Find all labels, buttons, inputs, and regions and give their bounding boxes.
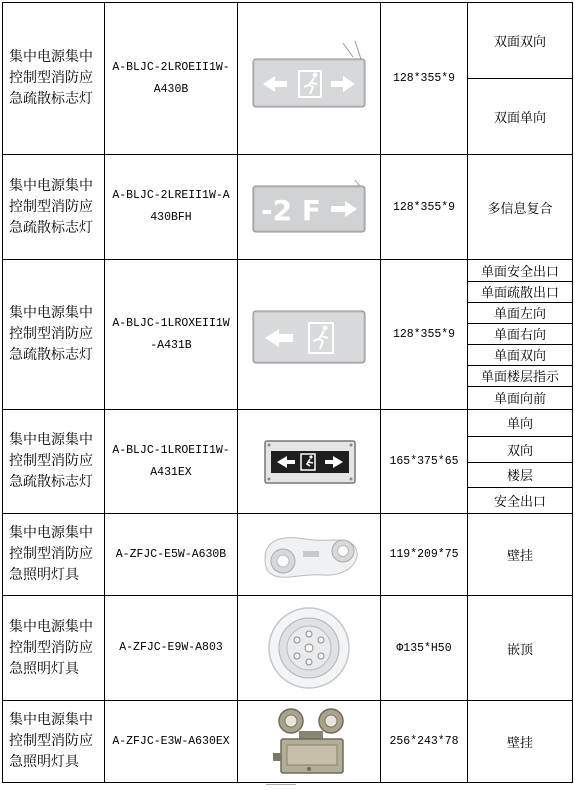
type-item: 单向 bbox=[468, 410, 572, 436]
product-model: A-BLJC-1LROXEII1W-A431B bbox=[105, 260, 238, 410]
product-size: 119*209*75 bbox=[381, 514, 468, 596]
type-item: 单面向前 bbox=[493, 391, 546, 407]
product-type: 嵌顶 bbox=[468, 596, 573, 701]
explosion-proof-sign-image bbox=[243, 427, 375, 497]
product-spec-sheet bbox=[2, 2, 573, 783]
product-name: 集中电源集中控制型消防应急疏散标志灯 bbox=[3, 155, 105, 260]
single-face-sign-image bbox=[243, 295, 375, 375]
product-size: 128*355*9 bbox=[381, 3, 468, 155]
product-image-cell bbox=[238, 155, 381, 260]
type-item: 单面双向 bbox=[468, 344, 572, 365]
product-image-cell bbox=[238, 410, 381, 514]
table-row bbox=[3, 701, 573, 783]
product-model: A-BLJC-2LREII1W-A430BFH bbox=[105, 155, 238, 260]
product-type-cell bbox=[468, 410, 573, 514]
type-item: 双面双向 bbox=[468, 3, 572, 78]
product-type-cell bbox=[468, 3, 573, 155]
product-size: 165*375*65 bbox=[381, 410, 468, 514]
floor-sign-text: -2 F bbox=[261, 194, 321, 227]
product-image-cell bbox=[238, 260, 381, 410]
explosion-proof-light-image bbox=[243, 703, 375, 781]
product-name: 集中电源集中控制型消防应急疏散标志灯 bbox=[3, 410, 105, 514]
type-item: 双面单向 bbox=[493, 110, 546, 126]
product-image-cell bbox=[238, 514, 381, 596]
type-item: 单面右向 bbox=[468, 323, 572, 344]
type-item: 单面左向 bbox=[468, 302, 572, 323]
floor-sign-image bbox=[243, 172, 375, 242]
type-item: 楼层 bbox=[468, 462, 572, 487]
product-model: A-BLJC-2LROEII1W-A430B bbox=[105, 3, 238, 155]
table-row bbox=[3, 260, 573, 410]
type-list bbox=[468, 3, 572, 154]
product-type-cell bbox=[468, 260, 573, 410]
table-row bbox=[3, 514, 573, 596]
product-size: Φ135*H50 bbox=[381, 596, 468, 701]
product-name: 集中电源集中控制型消防应急照明灯具 bbox=[3, 514, 105, 596]
type-item: 单面疏散出口 bbox=[468, 281, 572, 302]
page-edge-mark bbox=[266, 784, 296, 785]
product-image-cell bbox=[238, 596, 381, 701]
product-model: A-ZFJC-E5W-A630B bbox=[105, 514, 238, 596]
product-model: A-BLJC-1LROEII1W-A431EX bbox=[105, 410, 238, 514]
product-name: 集中电源集中控制型消防应急照明灯具 bbox=[3, 596, 105, 701]
product-image-cell bbox=[238, 701, 381, 783]
type-item: 安全出口 bbox=[493, 494, 546, 510]
product-model: A-ZFJC-E9W-A803 bbox=[105, 596, 238, 701]
product-size: 128*355*9 bbox=[381, 155, 468, 260]
type-list bbox=[468, 260, 572, 408]
product-name: 集中电源集中控制型消防应急疏散标志灯 bbox=[3, 260, 105, 410]
twin-head-wall-light-image bbox=[243, 517, 375, 593]
type-item: 双向 bbox=[468, 436, 572, 462]
table-row bbox=[3, 3, 573, 155]
product-name: 集中电源集中控制型消防应急疏散标志灯 bbox=[3, 3, 105, 155]
product-size: 256*243*78 bbox=[381, 701, 468, 783]
type-list bbox=[468, 410, 572, 513]
product-image-cell bbox=[238, 3, 381, 155]
type-item: 单面楼层指示 bbox=[468, 365, 572, 386]
product-table bbox=[2, 2, 573, 783]
product-type: 壁挂 bbox=[468, 701, 573, 783]
exit-sign-image bbox=[243, 37, 375, 121]
table-row bbox=[3, 155, 573, 260]
product-name: 集中电源集中控制型消防应急照明灯具 bbox=[3, 701, 105, 783]
type-item: 单面安全出口 bbox=[468, 260, 572, 281]
product-model: A-ZFJC-E3W-A630EX bbox=[105, 701, 238, 783]
table-row bbox=[3, 410, 573, 514]
product-type: 多信息复合 bbox=[468, 155, 573, 260]
table-row bbox=[3, 596, 573, 701]
ceiling-light-image bbox=[243, 600, 375, 696]
product-type: 壁挂 bbox=[468, 514, 573, 596]
product-size: 128*355*9 bbox=[381, 260, 468, 410]
